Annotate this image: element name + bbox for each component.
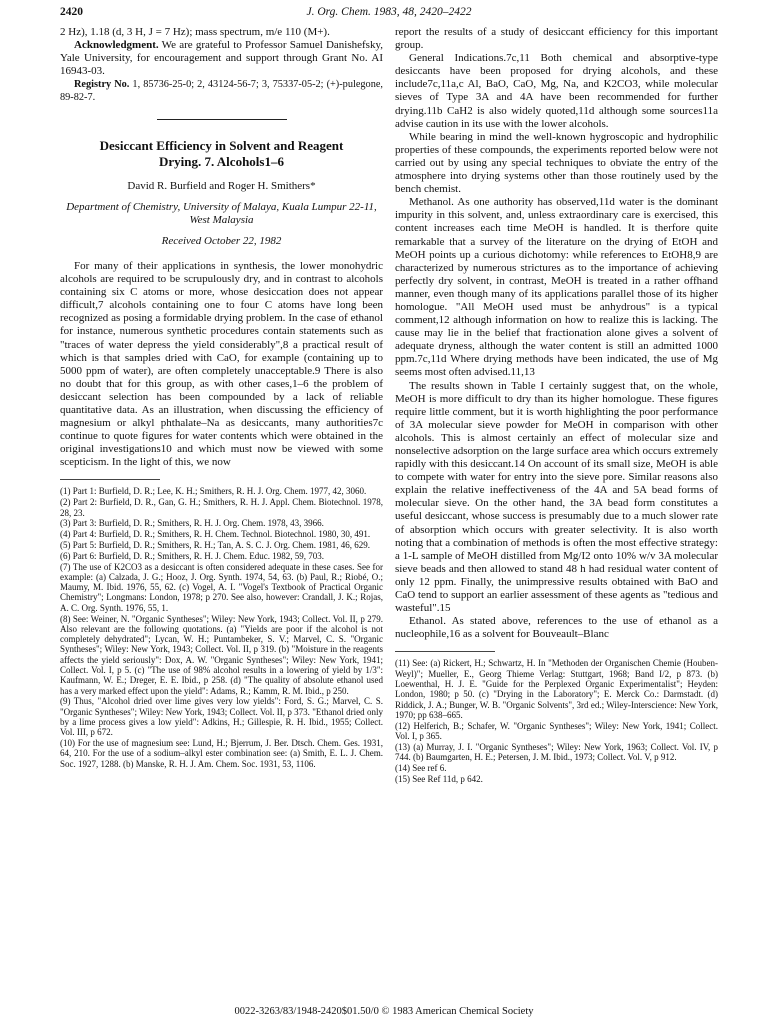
body-paragraph: The results shown in Table I certainly suggest that, on the whole, MeOH is more difficult to dry than its higher homologue. These figures require little comment, but it is worth highlighting the poor performance of 3A molecular sieve powder for MeOH in comparison with other alcohols. This is almost certainly an effect of molecular size and nonselective adsorption on the large surface area which occurs extremely rapidly with this desiccant.14 On account of its small size, MeOH is able to compete with water for entry into the sieve pore. Similar reasons also explain the relative ineffectiveness of the 4A and 5A bead forms of molecular sieve. On the other hand, the 3A bead form constitutes a useful desiccant, whose success is presumably due to a much slower rate of absorption which occurs with greater selectivity. It is also worth noting that a combination of methods is often the most effective strategy: a 1-L sample of MeOH distilled from Mg/I2 onto 10% w/v 3A molecular sieve beads and then allowed to stand 48 h had residual water content of only 12 ppm. Finally, the unimpressive results obtained with BaO and CaO tend to support an earlier assessment of these agents as "tedious and wasteful".15 (395, 379, 718, 615)
page-number: 2420 (60, 6, 83, 18)
author-affiliation: Department of Chemistry, University of Malaya, Kuala Lumpur 22-11, West Malaysia (66, 200, 377, 226)
footnote-item: (1) Part 1: Burfield, D. R.; Lee, K. H.; Smithers, R. H. J. Org. Chem. 1977, 42, 3060. (60, 486, 367, 497)
acknowledgment-heading: Acknowledgment. (74, 39, 159, 52)
right-column (395, 26, 718, 784)
body-paragraph: report the results of a study of desiccant efficiency for this important group. (395, 26, 718, 52)
registry-heading: Registry No. (74, 79, 130, 91)
footnote-item: (6) Part 6: Burfield, D. R.; Smithers, R. H. J. Chem. Educ. 1982, 59, 703. (60, 550, 324, 561)
article-authors: David R. Burfield and Roger H. Smithers* (127, 179, 316, 192)
copyright-footer: 0022-3263/83/1948-2420$01.50/0 © 1983 American Chemical Society (234, 1006, 534, 1017)
footnote-divider (60, 479, 160, 480)
left-footnotes (60, 486, 383, 769)
footnote-item: (15) See Ref 11d, p 642. (395, 773, 483, 784)
article-divider (157, 119, 287, 120)
registry-text: 1, 85736-25-0; 2, 43124-56-7; 3, 75337-05-2; (+)-pulegone, 89-82-7. (60, 79, 383, 104)
footnote-divider (395, 651, 495, 652)
footnote-item: (9) Thus, "Alcohol dried over lime gives very low yields": Ford, S. G.; Marvel, C. S. "Organic Syntheses"; Wiley: New York, 1943; Collect. Vol. II, p 373. "Ethanol dried only by a lime process gives a low yield": Adkins, H.; Gillespie, R. H. Ibid., 1955; Collect. Vol. III, p 672. (60, 696, 383, 738)
journal-citation: J. Org. Chem. 1983, 48, 2420–2422 (306, 6, 472, 18)
footnote-item: (2) Part 2: Burfield, D. R., Gan, G. H.; Smithers, R. H. J. Appl. Chem. Biotechnol. 1978, 28, 23. (60, 497, 383, 518)
previous-article-tail: 2 Hz), 1.18 (d, 3 H, J = 7 Hz); mass spectrum, m/e 110 (M+). (60, 26, 330, 38)
footnote-item: (8) See: Weiner, N. "Organic Syntheses"; Wiley: New York, 1943; Collect. Vol. II, p 279. Also relevant are the following quotations. (a) "Yields are poor if the alcohol is not completely dehydrated"; Lycan, W. H.; Puntambeker, S. V.; Marvel, C. S. "Organic Syntheses"; Wiley: New York, 1943; Collect. Vol. II, p 319. (b) "Moisture in the reagents affects the yield seriously": Dox, A. W. "Organic Syntheses"; Wiley: New York, 1941; Collect. Vol. I, p 5. (c) "The use of 98% alcohol results in a lowering of yield by 1/3": Kaufmann, W. E.; Dreger, E. E. Ibid., p 258. (d) "The quality of absolute ethanol used has a very marked effect upon the yield": Adams, R.; Kamm, R. M. Ibid., p 250. (60, 613, 383, 696)
footnote-item: (10) For the use of magnesium see: Lund, H.; Bjerrum, J. Ber. Dtsch. Chem. Ges. 1931, 64, 210. For the use of a sodium–alkyl ester combination see: (a) Smith, E. L. J. Chem. Soc. 1927, 1288. (b) Manske, R. H. J. Am. Chem. Soc. 1931, 53, 1106. (60, 738, 383, 769)
footnote-item: (12) Helferich, B.; Schafer, W. "Organic Syntheses"; Wiley: New York, 1941; Collect. Vol. I, p 365. (395, 720, 718, 741)
footnote-item: (5) Part 5: Burfield, D. R.; Smithers, R. H.; Tan, A. S. C. J. Org. Chem. 1981, 46, 629. (60, 539, 371, 550)
acknowledgment (60, 39, 383, 78)
body-paragraph-general-indications: General Indications.7c,11 Both chemical and absorptive-type desiccants have been proposed for drying alcohols, and these include7c,11a,c Al, BaO, CaO, Mg, Na, and K2CO3, while molecular sieves of Type 3A and 4A have been recommended for further drying.11b CaH2 is also widely quoted,11d although some sources11a advise caution in its use with the lower alcohols. (395, 52, 718, 130)
footnote-item: (3) Part 3: Burfield, D. R.; Smithers, R. H. J. Org. Chem. 1978, 43, 3966. (60, 518, 324, 529)
right-footnotes (395, 658, 718, 784)
registry-numbers (60, 78, 383, 104)
left-column (60, 26, 383, 769)
footnote-item: (11) See: (a) Rickert, H.; Schwartz, H. In "Methoden der Organischen Chemie (Houben-Weyl)"; Mueller, E., Georg Thieme Verlag: Stuttgart, 1968; Band I/2, p 873. (b) Loewenthal, H. J. E. "Guide for the Perplexed Organic Experimentalist"; Heyden: London, 1980; p 50. (c) "Drying in the Laboratory"; E. Merck Co.: Darmstadt. (d) Riddick, J. A.; Bunger, W. B. "Organic Solvents", 3rd ed.; Wiley-Interscience: New York, 1970; pp 638–665. (395, 658, 718, 720)
footnote-item: (7) The use of K2CO3 as a desiccant is often considered adequate in these cases. See for example: (a) Calzada, J. G.; Hooz, J. Org. Synth. 1974, 54, 63. (b) Paul, R.; Riobé, O.; Maumy, M. Ibid. 1976, 55, 62. (c) Vogel, A. I. "Vogel's Textbook of Practical Organic Chemistry"; Longmans: London, 1978; p 270. See also, however: Crandall, J. K.; Rojas, A. C. Org. Synth. 1976, 55, 1. (60, 561, 383, 613)
footnote-item: (13) (a) Murray, J. I. "Organic Syntheses"; Wiley: New York, 1963; Collect. Vol. IV, p 744. (b) Baumgarten, H. E.; Petersen, J. M. Ibid., 1973; Collect. Vol. V, p 912. (395, 741, 718, 763)
body-paragraph: While bearing in mind the well-known hygroscopic and hydrophilic properties of these compounds, the experiments reported below were not carried out by using any special techniques to obviate the entry of the atmosphere into drying systems other than those routinely used by the bench chemist. (395, 130, 718, 196)
intro-paragraph: For many of their applications in synthesis, the lower monohydric alcohols are required to be scrupulously dry, and in contrast to alcohols containing six C atoms or more, whose desiccation does not appear difficult,7 alcohols containing one to four C atoms have long been recognized as posing a formidable drying problem. In the case of ethanol for instance, numerous synthetic procedures contain statements such as "traces of water depress the yield considerably",8 a practical result of which is that samples dried with CaO, for example (containing up to 5000 ppm of water), are often completely unacceptable.9 There is also no doubt that for this group, as with other cases,1–6 the problem of desiccant selection has been compounded by a lack of reliable quantitative data. As an illustration, when discussing the efficiency of magnesium or alkyl phthalate–Na as desiccants, many authorities7c continue to quote figures for water contents which were obtained in the original investigations10 and which must now be viewed with some scepticism. In the light of this, we now (60, 259, 383, 469)
footnote-item: (14) See ref 6. (395, 762, 447, 773)
acknowledgment-text: We are grateful to Professor Samuel Danishefsky, Yale University, for encouragement and support through Grant No. AI 16943-03. (60, 39, 383, 78)
body-paragraph-ethanol: Ethanol. As stated above, references to the use of ethanol as a nucleophile,16 as a solvent for Bouveault–Blanc (395, 615, 718, 641)
received-date: Received October 22, 1982 (161, 234, 282, 247)
body-paragraph-methanol: Methanol. As one authority has observed,11d water is the dominant impurity in this solvent, and, unless extraordinary care is exercised, this content increases each time MeOH is handled. It is therfore quite remarkable that a survey of the literature on the drying of EtOH and MeOH points up a curious dichotomy: while references to EtOH8,9 are characterized by numerous strictures as to the importance of achieving perfectly dry solvent, in contrast, MeOH is treated in a rather offhand manner, even though many of its applications parallel those of its higher homologue. "All MeOH used must be anhydrous" is a typical comment,12 although information on how to realize this is lacking. The cause may lie in the belief that fractionation alone gives a solvent of adequate dryness, although the water content is still an admitted 1000 ppm.7c,11d Where drying methods have been indicated, the use of Mg seems most often advised.11,13 (395, 196, 718, 379)
footnote-item: (4) Part 4: Burfield, D. R.; Smithers, R. H. Chem. Technol. Biotechnol. 1980, 30, 491. (60, 529, 371, 540)
article-title: Desiccant Efficiency in Solvent and Reagent Drying. 7. Alcohols1–6 (99, 137, 344, 169)
running-header (60, 6, 718, 24)
